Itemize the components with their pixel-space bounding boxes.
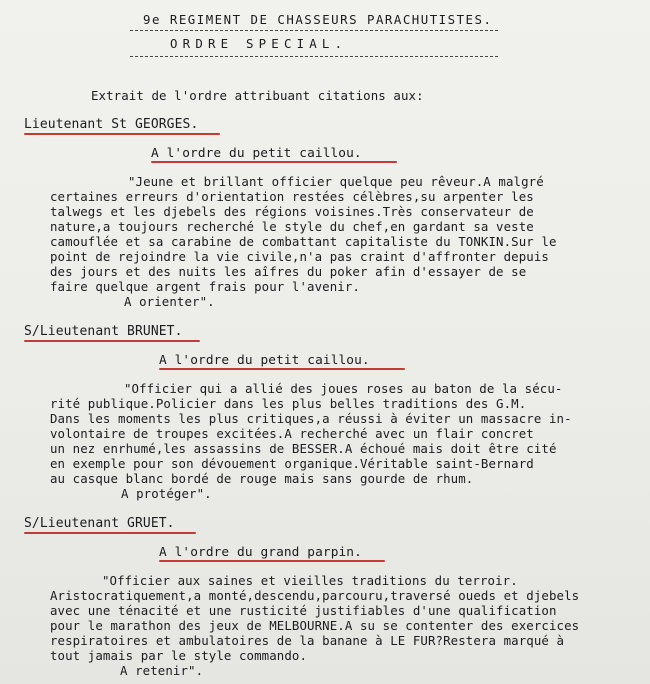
citation-3-line: avec une ténacité et une rusticité justifiables d'une qualification bbox=[50, 603, 557, 618]
citation-2-name-underline bbox=[24, 340, 200, 342]
citation-2-line: au casque blanc bordé de rouge mais sans gourde de rhum. bbox=[50, 471, 474, 486]
citation-2-order: A l'ordre du petit caillou. bbox=[159, 353, 370, 368]
document-title: ORDRE SPECIAL. bbox=[170, 36, 348, 51]
citation-2-line: "Officier qui a allié des joues roses au baton de la sécu- bbox=[124, 381, 563, 396]
citation-2-line: un nez enrhumé,les assassins de BESSER.A échoué mais doit être cité bbox=[50, 441, 557, 456]
citation-3-line: "Officier aux saines et vieilles traditions du terroir. bbox=[102, 573, 518, 588]
header-dash-rule bbox=[130, 30, 498, 31]
regiment-header: 9e REGIMENT DE CHASSEURS PARACHUTISTES. bbox=[143, 12, 493, 27]
citation-3-line: respiratoires et ambulatoires de la banane à LE FUR?Restera marqué à bbox=[50, 633, 565, 648]
extract-line: Extrait de l'ordre attribuant citations aux: bbox=[91, 88, 424, 103]
citation-3-order: A l'ordre du grand parpin. bbox=[159, 545, 362, 560]
citation-1-line: talwegs et les djebels des régions voisines.Très conservateur de bbox=[50, 204, 534, 219]
citation-1-name: Lieutenant St GEORGES. bbox=[24, 117, 199, 132]
citation-2-line: volontaire de troupes excitées.A recherché avec un flair concret bbox=[50, 426, 534, 441]
citation-2-line: Dans les moments les plus critiques,a réussi à éviter un massacre in- bbox=[50, 411, 572, 426]
citation-3-closing: A retenir". bbox=[120, 663, 204, 678]
citation-2-line: en exemple pour son dévouement organique.Véritable saint-Bernard bbox=[50, 456, 534, 471]
citation-1-line: certaines erreurs d'orientation restées célèbres,su arpenter les bbox=[50, 189, 534, 204]
citation-2-order-underline bbox=[159, 368, 405, 370]
citation-3-line: tout jamais par le style commando. bbox=[50, 648, 308, 663]
citation-3-name-underline bbox=[24, 532, 196, 534]
citation-2-name: S/Lieutenant BRUNET. bbox=[24, 324, 183, 339]
citation-1-line: des jours et des nuits les aîfres du poker afin d'essayer de se bbox=[50, 264, 527, 279]
citation-1-line: "Jeune et brillant officier quelque peu rêveur.A malgré bbox=[128, 174, 544, 189]
citation-2-line: rité publique.Policier dans les plus belles traditions des G.M. bbox=[50, 396, 527, 411]
citation-1-order: A l'ordre du petit caillou. bbox=[151, 146, 362, 161]
citation-1-closing: A orienter". bbox=[124, 294, 215, 309]
title-dash-rule bbox=[130, 56, 498, 57]
citation-1-line: camouflée et sa carabine de combattant capitaliste du TONKIN.Sur le bbox=[50, 234, 557, 249]
citation-1-name-underline bbox=[24, 133, 220, 135]
citation-3-name: S/Lieutenant GRUET. bbox=[24, 516, 175, 531]
citation-1-line: nature,a toujours recherché le style du chef,en gardant sa veste bbox=[50, 219, 534, 234]
citation-2-closing: A protéger". bbox=[121, 486, 212, 501]
citation-3-order-underline bbox=[159, 560, 385, 562]
citation-1-line: point de rejoindre la vie civile,n'a pas craint d'affronter depuis bbox=[50, 249, 549, 264]
citation-3-line: Aristocratiquement,a monté,descendu,parcouru,traversé oueds et djebels bbox=[50, 588, 580, 603]
citation-3-line: pour le marathon des jeux de MELBOURNE.A su se contenter des exercices bbox=[50, 618, 580, 633]
citation-1-order-underline bbox=[151, 161, 397, 163]
citation-1-line: faire quelque argent frais pour l'avenir. bbox=[50, 279, 360, 294]
